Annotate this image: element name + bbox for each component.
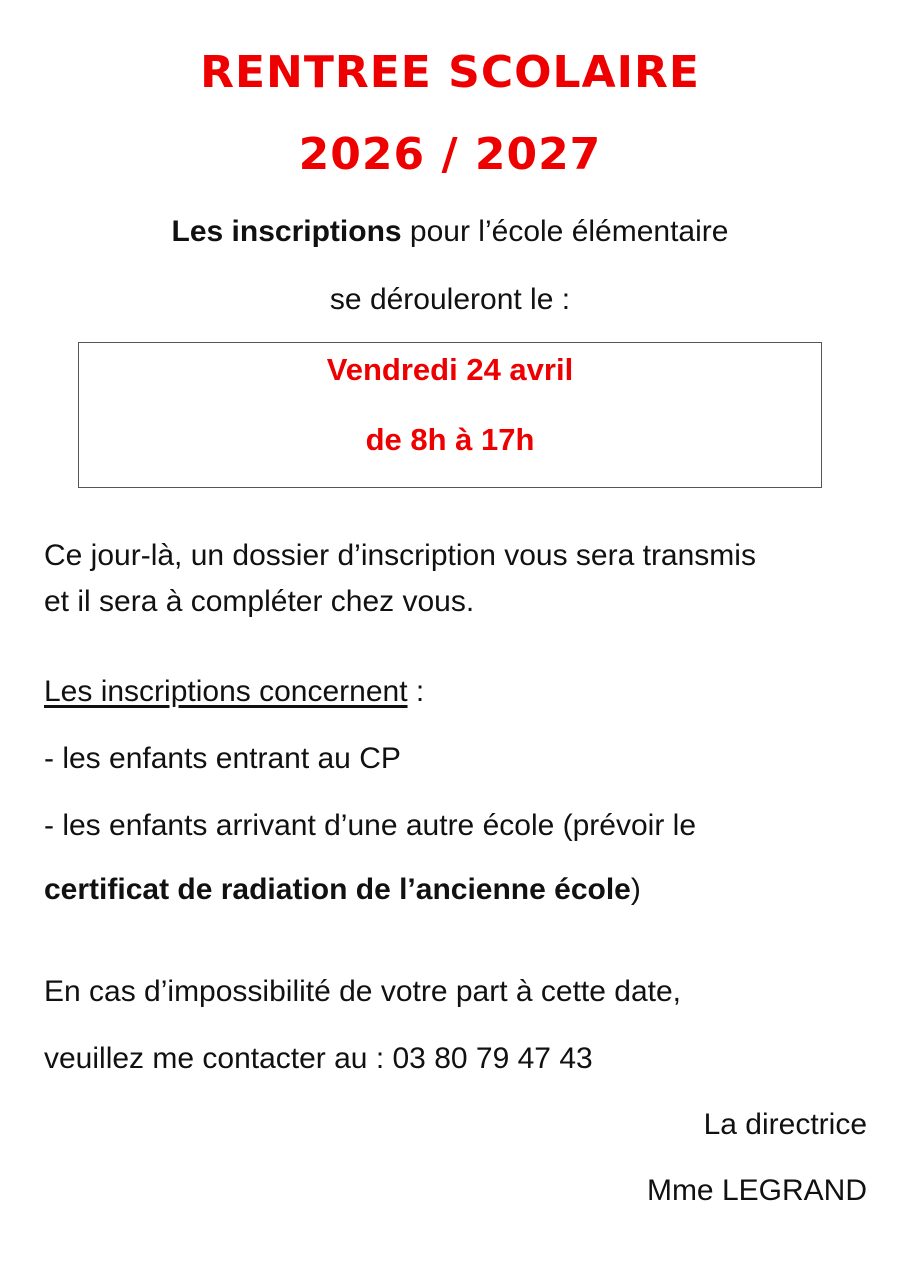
closing-paren: ) xyxy=(630,873,641,906)
signature-name: Mme LEGRAND xyxy=(646,1174,867,1207)
title-line-2: 2026 / 2027 xyxy=(298,129,602,180)
paragraph-1-line-1: Ce jour-là, un dossier d’inscription vous sera transmis xyxy=(44,539,756,572)
list-heading-colon: : xyxy=(407,675,425,708)
paragraph-2-line-2: veuillez me contacter au : 03 80 79 47 43 xyxy=(44,1042,593,1075)
intro-line-1 xyxy=(0,214,900,250)
paragraph-1-line-2: et il sera à compléter chez vous. xyxy=(44,585,475,618)
intro-bold-text: Les inscriptions xyxy=(171,215,402,248)
date-day: Vendredi 24 avril xyxy=(326,352,574,387)
intro-line-2: se dérouleront le : xyxy=(329,283,571,316)
date-hours: de 8h à 17h xyxy=(365,422,535,457)
intro-rest-text: pour l’école élémentaire xyxy=(401,215,729,248)
list-heading xyxy=(44,674,424,710)
certificate-text: certificat de radiation de l’ancienne école xyxy=(44,873,631,906)
list-heading-text: Les inscriptions concernent xyxy=(44,675,408,708)
list-item-other-school: - les enfants arrivant d’une autre école (prévoir le xyxy=(44,809,697,842)
title-line-1: RENTREE SCOLAIRE xyxy=(200,47,700,98)
paragraph-2-line-1: En cas d’impossibilité de votre part à cette date, xyxy=(44,975,682,1008)
list-item-other-school-continued xyxy=(44,872,641,908)
list-item-cp: - les enfants entrant au CP xyxy=(44,742,401,775)
signature-role: La directrice xyxy=(703,1108,867,1141)
